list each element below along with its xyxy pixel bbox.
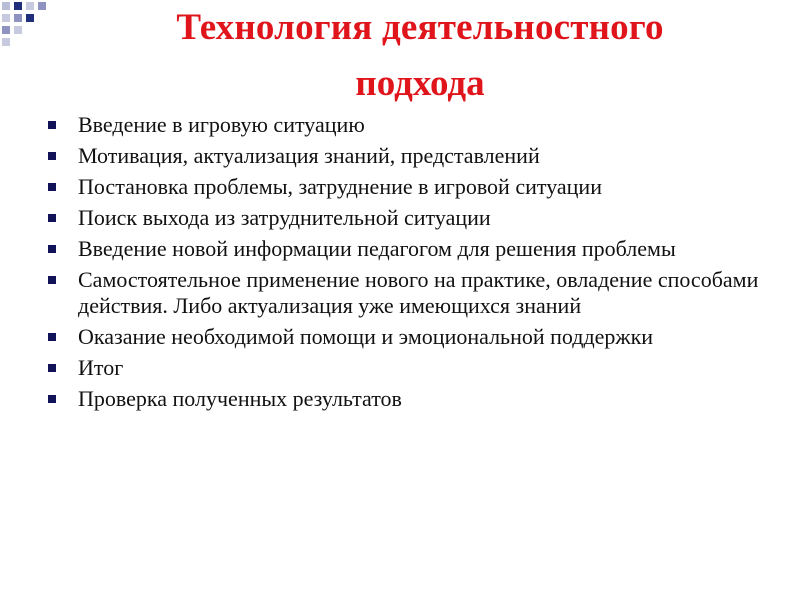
square-bullet-icon [48,214,56,222]
list-item-text: Введение в игровую ситуацию [78,112,365,137]
list-item [40,143,780,169]
slide-title-line1: Технология деятельностного [176,7,664,48]
list-item-text: Мотивация, актуализация знаний, представлений [78,143,540,168]
list-item [40,324,780,350]
square-bullet-icon [48,364,56,372]
square-bullet-icon [48,121,56,129]
list-item-text: Оказание необходимой помощи и эмоциональной поддержки [78,324,654,349]
square-bullet-icon [48,333,56,341]
list-item-text: Самостоятельное применение нового на практике, овладение способами действия. Либо актуализация уже имеющихся знаний [78,267,759,318]
bullet-list [40,112,780,417]
list-item [40,112,780,138]
list-item [40,174,780,200]
list-item-text: Введение новой информации педагогом для решения проблемы [78,236,676,261]
square-bullet-icon [48,245,56,253]
slide-title-line2: подхода [355,63,485,104]
list-item [40,386,780,412]
square-bullet-icon [48,276,56,284]
list-item [40,236,780,262]
list-item-text: Итог [78,355,124,380]
list-item [40,355,780,381]
square-bullet-icon [48,152,56,160]
list-item [40,267,780,319]
list-item [40,205,780,231]
square-bullet-icon [48,395,56,403]
list-item-text: Поиск выхода из затруднительной ситуации [78,205,491,230]
list-item-text: Проверка полученных результатов [78,386,402,411]
list-item-text: Постановка проблемы, затруднение в игровой ситуации [78,174,602,199]
slide-title [40,0,800,112]
square-bullet-icon [48,183,56,191]
